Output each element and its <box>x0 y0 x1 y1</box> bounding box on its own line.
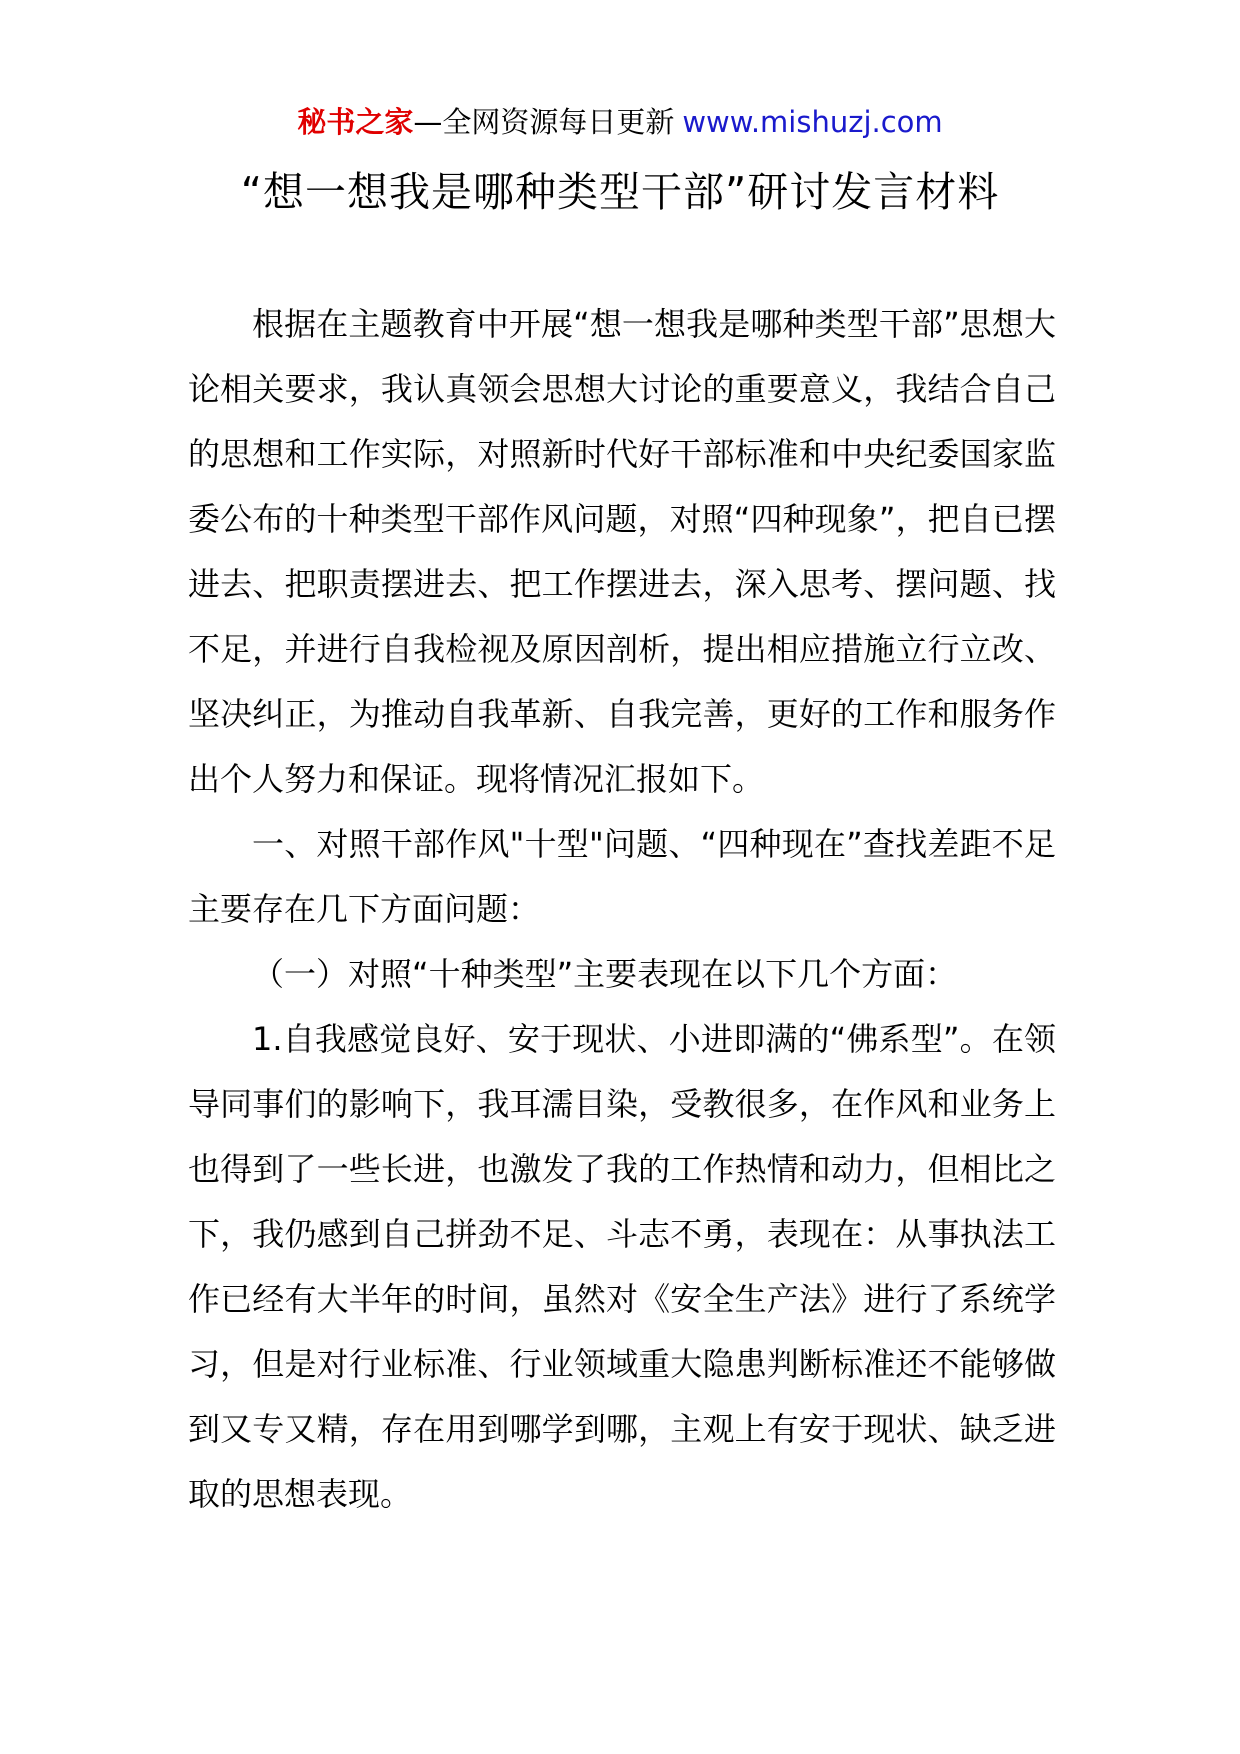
header-slogan: —全网资源每日更新 <box>413 105 675 139</box>
document-title: “想一想我是哪种类型干部”研讨发言材料 <box>240 168 1000 216</box>
paragraph-intro: 根据在主题教育中开展“想一想我是哪种类型干部”思想大论相关要求，我认真领会思想大讨论的重要意义，我结合自己的思想和工作实际，对照新时代好干部标准和中央纪委国家监委公布的十种类型干部作风问题，对照“四种现象”，把自已摆进去、把职责摆进去、把工作摆进去，深入思考、摆问题、找不足，并进行自我检视及原因剖析，提出相应措施立行立改、坚决纠正，为推动自我革新、自我完善，更好的工作和服务作出个人努力和保证。现将情况汇报如下。 <box>188 305 1056 798</box>
paragraph-subsection-heading: （一）对照“十种类型”主要表现在以下几个方面： <box>252 955 958 993</box>
paragraph-item-1: 1.自我感觉良好、安于现状、小进即满的“佛系型”。在领导同事们的影响下，我耳濡目染，受教很多，在作风和业务上也得到了一些长进，也激发了我的工作热情和动力，但相比之下，我仍感到自己拼劲不足、斗志不勇，表现在：从事执法工作已经有大半年的时间，虽然对《安全生产法》进行了系统学习，但是对行业标准、行业领域重大隐患判断标准还不能够做到又专又精，存在用到哪学到哪，主观上有安于现状、缺乏进取的思想表现。 <box>188 1020 1056 1513</box>
header-banner <box>0 102 1240 142</box>
document-body <box>188 292 1056 1527</box>
brand-name: 秘书之家 <box>297 105 414 139</box>
paragraph-section-heading: 一、对照干部作风"十型"问题、“四种现在”查找差距不足主要存在几下方面问题： <box>188 825 1056 928</box>
site-url-link[interactable]: www.mishuzj.com <box>682 105 943 139</box>
